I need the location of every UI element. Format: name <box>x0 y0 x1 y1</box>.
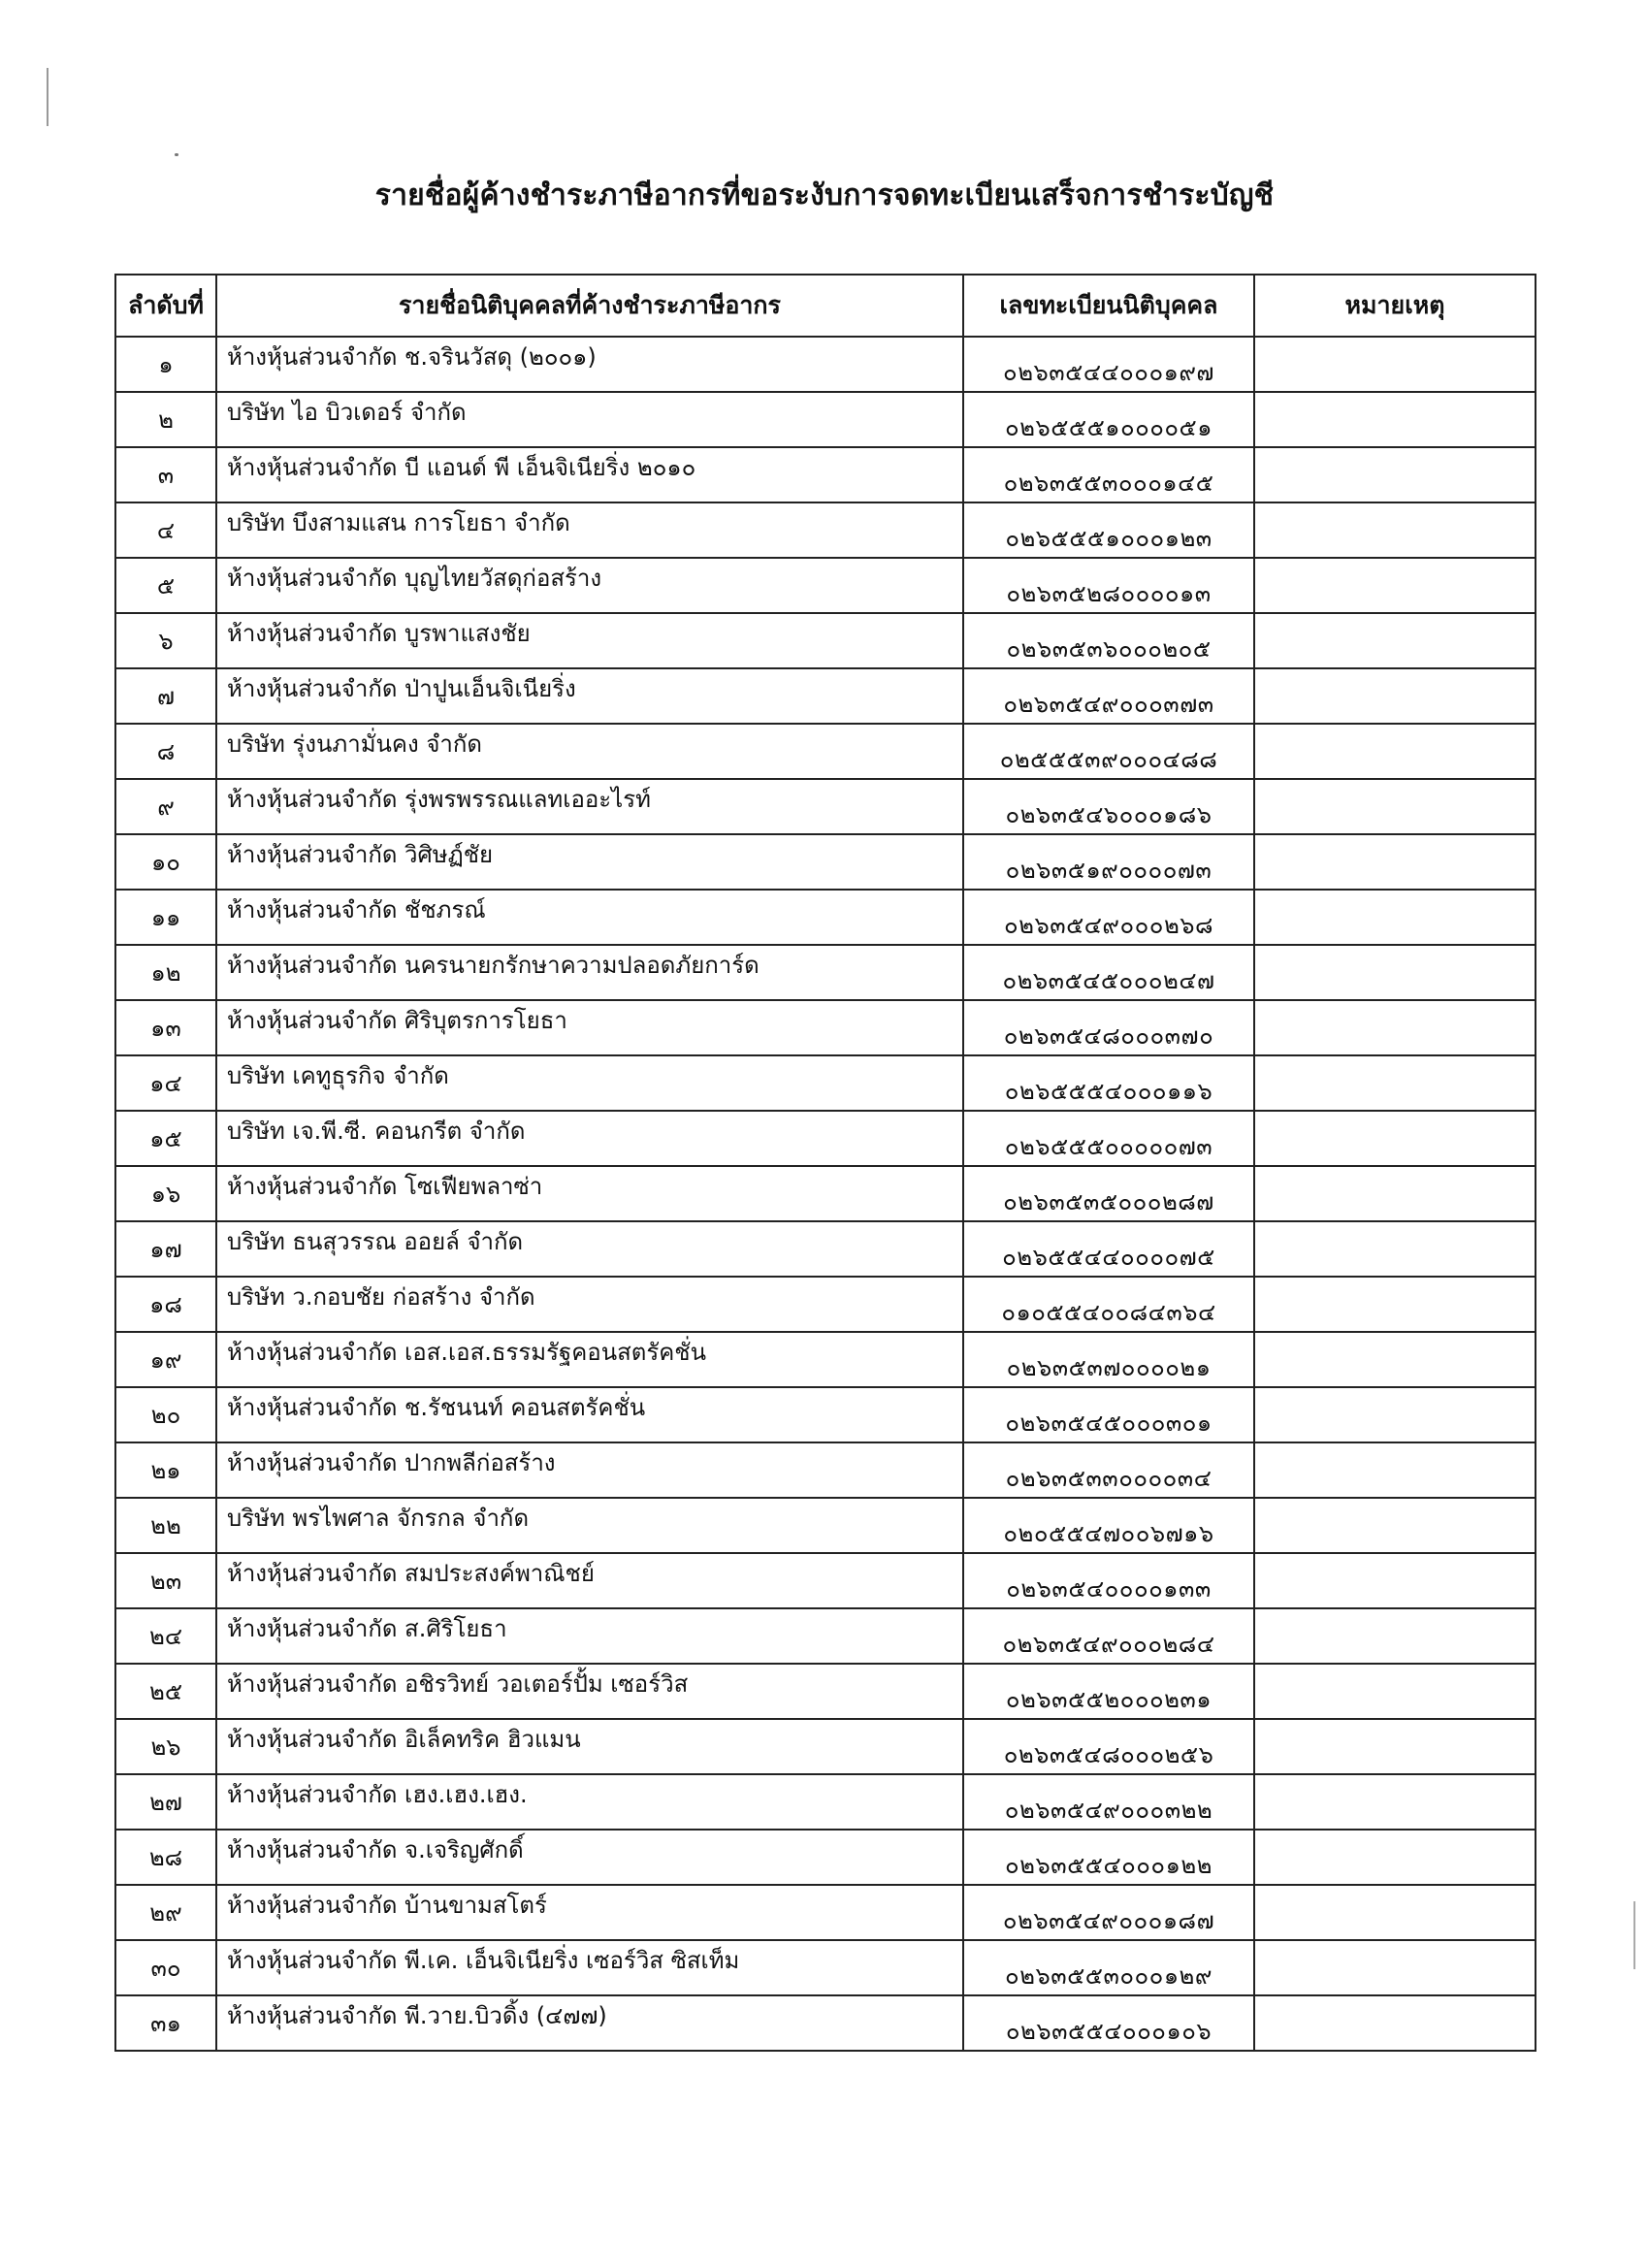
table-row <box>115 337 1536 392</box>
table-row <box>115 613 1536 668</box>
remark-cell <box>1254 1332 1536 1387</box>
remark-cell <box>1254 1608 1536 1664</box>
row-number: ๘ <box>115 724 216 779</box>
table-row <box>115 1885 1536 1940</box>
company-name: ห้างหุ้นส่วนจำกัด ศิริบุตรการโยธา <box>216 1000 963 1055</box>
remark-cell <box>1254 1387 1536 1442</box>
row-number: ๑๐ <box>115 834 216 890</box>
registration-number: ๐๒๖๓๕๔๙๐๐๐๒๖๘ <box>963 890 1254 945</box>
remark-cell <box>1254 1277 1536 1332</box>
column-header-name: รายชื่อนิติบุคคลที่ค้างชำระภาษีอากร <box>216 275 963 337</box>
registration-number: ๐๒๖๓๕๕๒๐๐๐๒๓๑ <box>963 1664 1254 1719</box>
table-row <box>115 447 1536 502</box>
table-row <box>115 1442 1536 1498</box>
table-row <box>115 1608 1536 1664</box>
remark-cell <box>1254 1000 1536 1055</box>
registration-number: ๐๒๖๓๕๓๗๐๐๐๐๒๑ <box>963 1332 1254 1387</box>
remark-cell <box>1254 890 1536 945</box>
row-number: ๗ <box>115 668 216 724</box>
table-row <box>115 1498 1536 1553</box>
registration-number: ๐๒๖๕๕๕๐๐๐๐๐๗๓ <box>963 1111 1254 1166</box>
company-name: ห้างหุ้นส่วนจำกัด บ้านขามสโตร์ <box>216 1885 963 1940</box>
remark-cell <box>1254 558 1536 613</box>
table-row <box>115 1277 1536 1332</box>
company-name: ห้างหุ้นส่วนจำกัด ส.ศิริโยธา <box>216 1608 963 1664</box>
registration-number: ๐๒๖๕๕๕๑๐๐๐๐๕๑ <box>963 392 1254 447</box>
registration-number: ๐๒๖๕๕๕๔๐๐๐๑๑๖ <box>963 1055 1254 1111</box>
row-number: ๒๐ <box>115 1387 216 1442</box>
company-name: ห้างหุ้นส่วนจำกัด ปากพลีก่อสร้าง <box>216 1442 963 1498</box>
registration-number: ๐๒๖๓๕๕๔๐๐๐๑๐๖ <box>963 1995 1254 2051</box>
registration-number: ๐๒๖๓๕๔๙๐๐๐๓๒๒ <box>963 1774 1254 1830</box>
table-row <box>115 1553 1536 1608</box>
company-name: บริษัท ไอ บิวเดอร์ จำกัด <box>216 392 963 447</box>
row-number: ๑๓ <box>115 1000 216 1055</box>
row-number: ๙ <box>115 779 216 834</box>
table-row <box>115 1995 1536 2051</box>
row-number: ๒๘ <box>115 1830 216 1885</box>
column-header-no: ลำดับที่ <box>115 275 216 337</box>
company-name: ห้างหุ้นส่วนจำกัด พี.เค. เอ็นจิเนียริ่ง เซอร์วิส ซิสเท็ม <box>216 1940 963 1995</box>
row-number: ๑๙ <box>115 1332 216 1387</box>
row-number: ๒๕ <box>115 1664 216 1719</box>
company-name: ห้างหุ้นส่วนจำกัด อชิรวิทย์ วอเตอร์ปั้ม เซอร์วิส <box>216 1664 963 1719</box>
table-row <box>115 1940 1536 1995</box>
company-name: ห้างหุ้นส่วนจำกัด บุญไทยวัสดุก่อสร้าง <box>216 558 963 613</box>
remark-cell <box>1254 1498 1536 1553</box>
remark-cell <box>1254 1442 1536 1498</box>
company-name: ห้างหุ้นส่วนจำกัด สมประสงค์พาณิชย์ <box>216 1553 963 1608</box>
table-header-row <box>115 275 1536 337</box>
company-name: ห้างหุ้นส่วนจำกัด ป่าปูนเอ็นจิเนียริ่ง <box>216 668 963 724</box>
table-row <box>115 392 1536 447</box>
company-name: ห้างหุ้นส่วนจำกัด เฮง.เฮง.เฮง. <box>216 1774 963 1830</box>
row-number: ๒๓ <box>115 1553 216 1608</box>
company-name: บริษัท บึงสามแสน การโยธา จำกัด <box>216 502 963 558</box>
registration-number: ๐๒๐๕๕๔๗๐๐๖๗๑๖ <box>963 1498 1254 1553</box>
scan-mark <box>1633 1901 1635 1969</box>
table-row <box>115 1111 1536 1166</box>
company-name: ห้างหุ้นส่วนจำกัด อิเล็คทริค ฮิวแมน <box>216 1719 963 1774</box>
remark-cell <box>1254 1940 1536 1995</box>
remark-cell <box>1254 834 1536 890</box>
row-number: ๒๖ <box>115 1719 216 1774</box>
remark-cell <box>1254 724 1536 779</box>
company-name: ห้างหุ้นส่วนจำกัด พี.วาย.บิวดิ้ง (๔๗๗) <box>216 1995 963 2051</box>
registration-number: ๐๒๖๓๕๓๖๐๐๐๒๐๕ <box>963 613 1254 668</box>
row-number: ๑๘ <box>115 1277 216 1332</box>
registration-number: ๐๑๐๕๕๔๐๐๘๔๓๖๔ <box>963 1277 1254 1332</box>
company-name: ห้างหุ้นส่วนจำกัด ชัชภรณ์ <box>216 890 963 945</box>
registration-number: ๐๒๖๓๕๔๙๐๐๐๓๗๓ <box>963 668 1254 724</box>
remark-cell <box>1254 1166 1536 1221</box>
table-row <box>115 1664 1536 1719</box>
company-name: ห้างหุ้นส่วนจำกัด โซเฟียพลาซ่า <box>216 1166 963 1221</box>
registration-number: ๐๒๖๓๕๓๓๐๐๐๐๓๔ <box>963 1442 1254 1498</box>
remark-cell <box>1254 1830 1536 1885</box>
registration-number: ๐๒๖๓๕๔๙๐๐๐๑๘๗ <box>963 1885 1254 1940</box>
registration-number: ๐๒๖๓๕๓๕๐๐๐๒๘๗ <box>963 1166 1254 1221</box>
registration-number: ๐๒๖๓๕๕๓๐๐๐๑๔๕ <box>963 447 1254 502</box>
company-name: บริษัท เคทูธุรกิจ จำกัด <box>216 1055 963 1111</box>
table-row <box>115 890 1536 945</box>
remark-cell <box>1254 1111 1536 1166</box>
company-name: บริษัท ว.กอบชัย ก่อสร้าง จำกัด <box>216 1277 963 1332</box>
registration-number: ๐๒๖๓๕๔๘๐๐๐๓๗๐ <box>963 1000 1254 1055</box>
registration-number: ๐๒๖๕๕๔๔๐๐๐๐๗๕ <box>963 1221 1254 1277</box>
row-number: ๒๑ <box>115 1442 216 1498</box>
company-name: ห้างหุ้นส่วนจำกัด บี แอนด์ พี เอ็นจิเนียริ่ง ๒๐๑๐ <box>216 447 963 502</box>
column-header-reg-no: เลขทะเบียนนิติบุคคล <box>963 275 1254 337</box>
remark-cell <box>1254 1553 1536 1608</box>
company-name: ห้างหุ้นส่วนจำกัด รุ่งพรพรรณแลทเออะไรท์ <box>216 779 963 834</box>
row-number: ๓ <box>115 447 216 502</box>
row-number: ๑๖ <box>115 1166 216 1221</box>
remark-cell <box>1254 392 1536 447</box>
row-number: ๑๕ <box>115 1111 216 1166</box>
row-number: ๒ <box>115 392 216 447</box>
scan-speck <box>175 153 178 156</box>
registration-number: ๐๒๖๓๕๔๕๐๐๐๒๔๗ <box>963 945 1254 1000</box>
table-row <box>115 724 1536 779</box>
remark-cell <box>1254 502 1536 558</box>
remark-cell <box>1254 1885 1536 1940</box>
remark-cell <box>1254 779 1536 834</box>
row-number: ๑๔ <box>115 1055 216 1111</box>
page-title: รายชื่อผู้ค้างชำระภาษีอากรที่ขอระงับการจดทะเบียนเสร็จการชำระบัญชี <box>374 178 1275 212</box>
registration-number: ๐๒๖๓๕๕๓๐๐๐๑๒๙ <box>963 1940 1254 1995</box>
registration-number: ๐๒๖๓๕๔๐๐๐๐๑๓๓ <box>963 1553 1254 1608</box>
table-row <box>115 1719 1536 1774</box>
remark-cell <box>1254 447 1536 502</box>
table-row <box>115 1055 1536 1111</box>
row-number: ๔ <box>115 502 216 558</box>
table-row <box>115 1166 1536 1221</box>
company-name: ห้างหุ้นส่วนจำกัด บูรพาแสงชัย <box>216 613 963 668</box>
row-number: ๒๗ <box>115 1774 216 1830</box>
registration-number: ๐๒๖๓๕๔๙๐๐๐๒๘๔ <box>963 1608 1254 1664</box>
table-row <box>115 1332 1536 1387</box>
remark-cell <box>1254 613 1536 668</box>
table-row <box>115 1387 1536 1442</box>
registration-number: ๐๒๖๓๕๔๕๐๐๐๓๐๑ <box>963 1387 1254 1442</box>
company-name: ห้างหุ้นส่วนจำกัด นครนายกรักษาความปลอดภัยการ์ด <box>216 945 963 1000</box>
row-number: ๑ <box>115 337 216 392</box>
row-number: ๓๐ <box>115 1940 216 1995</box>
company-name: บริษัท พรไพศาล จักรกล จำกัด <box>216 1498 963 1553</box>
registration-number: ๐๒๖๓๕๑๙๐๐๐๐๗๓ <box>963 834 1254 890</box>
registration-number: ๐๒๖๓๕๒๘๐๐๐๐๑๓ <box>963 558 1254 613</box>
registration-number: ๐๒๖๕๕๕๑๐๐๐๑๒๓ <box>963 502 1254 558</box>
registration-number: ๐๒๖๓๕๔๘๐๐๐๒๕๖ <box>963 1719 1254 1774</box>
table-row <box>115 834 1536 890</box>
remark-cell <box>1254 1719 1536 1774</box>
table-row <box>115 779 1536 834</box>
company-name: บริษัท เจ.พี.ซี. คอนกรีต จำกัด <box>216 1111 963 1166</box>
company-name: บริษัท รุ่งนภามั่นคง จำกัด <box>216 724 963 779</box>
table-row <box>115 558 1536 613</box>
table-row <box>115 1774 1536 1830</box>
remark-cell <box>1254 337 1536 392</box>
table-row <box>115 502 1536 558</box>
registration-number: ๐๒๖๓๕๕๔๐๐๐๑๒๒ <box>963 1830 1254 1885</box>
row-number: ๓๑ <box>115 1995 216 2051</box>
company-name: ห้างหุ้นส่วนจำกัด ช.จรินวัสดุ (๒๐๐๑) <box>216 337 963 392</box>
remark-cell <box>1254 1221 1536 1277</box>
table-row <box>115 1221 1536 1277</box>
remark-cell <box>1254 1774 1536 1830</box>
company-name: ห้างหุ้นส่วนจำกัด เอส.เอส.ธรรมรัฐคอนสตรัคชั่น <box>216 1332 963 1387</box>
table-body <box>115 337 1536 2051</box>
company-name: ห้างหุ้นส่วนจำกัด วิศิษฏ์ชัย <box>216 834 963 890</box>
row-number: ๑๒ <box>115 945 216 1000</box>
row-number: ๖ <box>115 613 216 668</box>
table-row <box>115 1000 1536 1055</box>
remark-cell <box>1254 668 1536 724</box>
registration-number: ๐๒๖๓๕๔๔๐๐๐๑๙๗ <box>963 337 1254 392</box>
remark-cell <box>1254 1055 1536 1111</box>
company-name: ห้างหุ้นส่วนจำกัด ช.รัชนนท์ คอนสตรัคชั่น <box>216 1387 963 1442</box>
debtor-table <box>114 274 1536 2052</box>
table-row <box>115 945 1536 1000</box>
company-name: บริษัท ธนสุวรรณ ออยล์ จำกัด <box>216 1221 963 1277</box>
row-number: ๕ <box>115 558 216 613</box>
remark-cell <box>1254 945 1536 1000</box>
table-row <box>115 668 1536 724</box>
row-number: ๒๔ <box>115 1608 216 1664</box>
row-number: ๑๑ <box>115 890 216 945</box>
row-number: ๒๙ <box>115 1885 216 1940</box>
remark-cell <box>1254 1664 1536 1719</box>
remark-cell <box>1254 1995 1536 2051</box>
scan-mark <box>47 68 48 126</box>
row-number: ๑๗ <box>115 1221 216 1277</box>
registration-number: ๐๒๖๓๕๔๖๐๐๐๑๘๖ <box>963 779 1254 834</box>
registration-number: ๐๒๕๕๕๓๙๐๐๐๔๘๘ <box>963 724 1254 779</box>
column-header-note: หมายเหตุ <box>1254 275 1536 337</box>
table-row <box>115 1830 1536 1885</box>
company-name: ห้างหุ้นส่วนจำกัด จ.เจริญศักดิ์ <box>216 1830 963 1885</box>
row-number: ๒๒ <box>115 1498 216 1553</box>
